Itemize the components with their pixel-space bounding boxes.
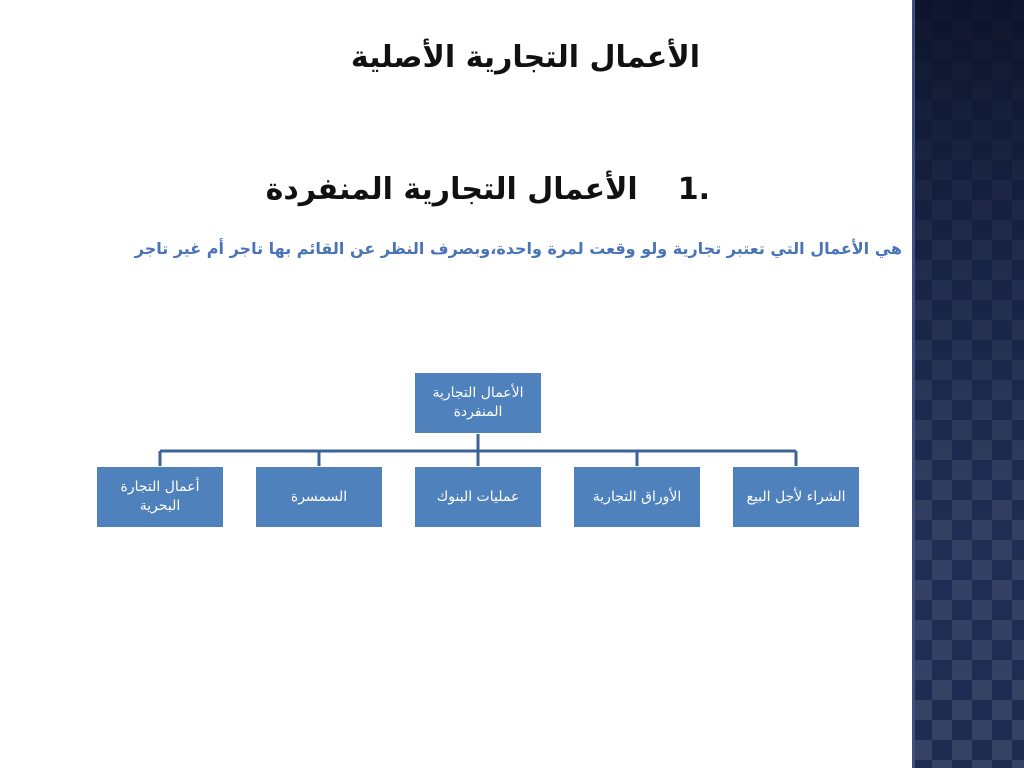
section-number: 1. (677, 172, 710, 207)
slide-title: الأعمال التجارية الأصلية (350, 40, 700, 75)
section-title: الأعمال التجارية المنفردة (265, 172, 638, 207)
diagram-node-bank-operations: عمليات البنوك (414, 466, 542, 528)
diagram-node-commercial-papers: الأوراق التجارية (573, 466, 701, 528)
diagram-node-maritime-trade: أعمال التجارة البحرية (96, 466, 224, 528)
diagram-node-brokerage: السمسرة (255, 466, 383, 528)
diagram-node-purchase-for-sale: الشراء لأجل البيع (732, 466, 860, 528)
definition-text: هي الأعمال التي تعتبر تجارية ولو وقعت لمرة واحدة،وبصرف النظر عن القائم بها تاجر أم غير تاجر (134, 239, 902, 258)
diagram-root-node: الأعمال التجارية المنفردة (414, 372, 542, 434)
